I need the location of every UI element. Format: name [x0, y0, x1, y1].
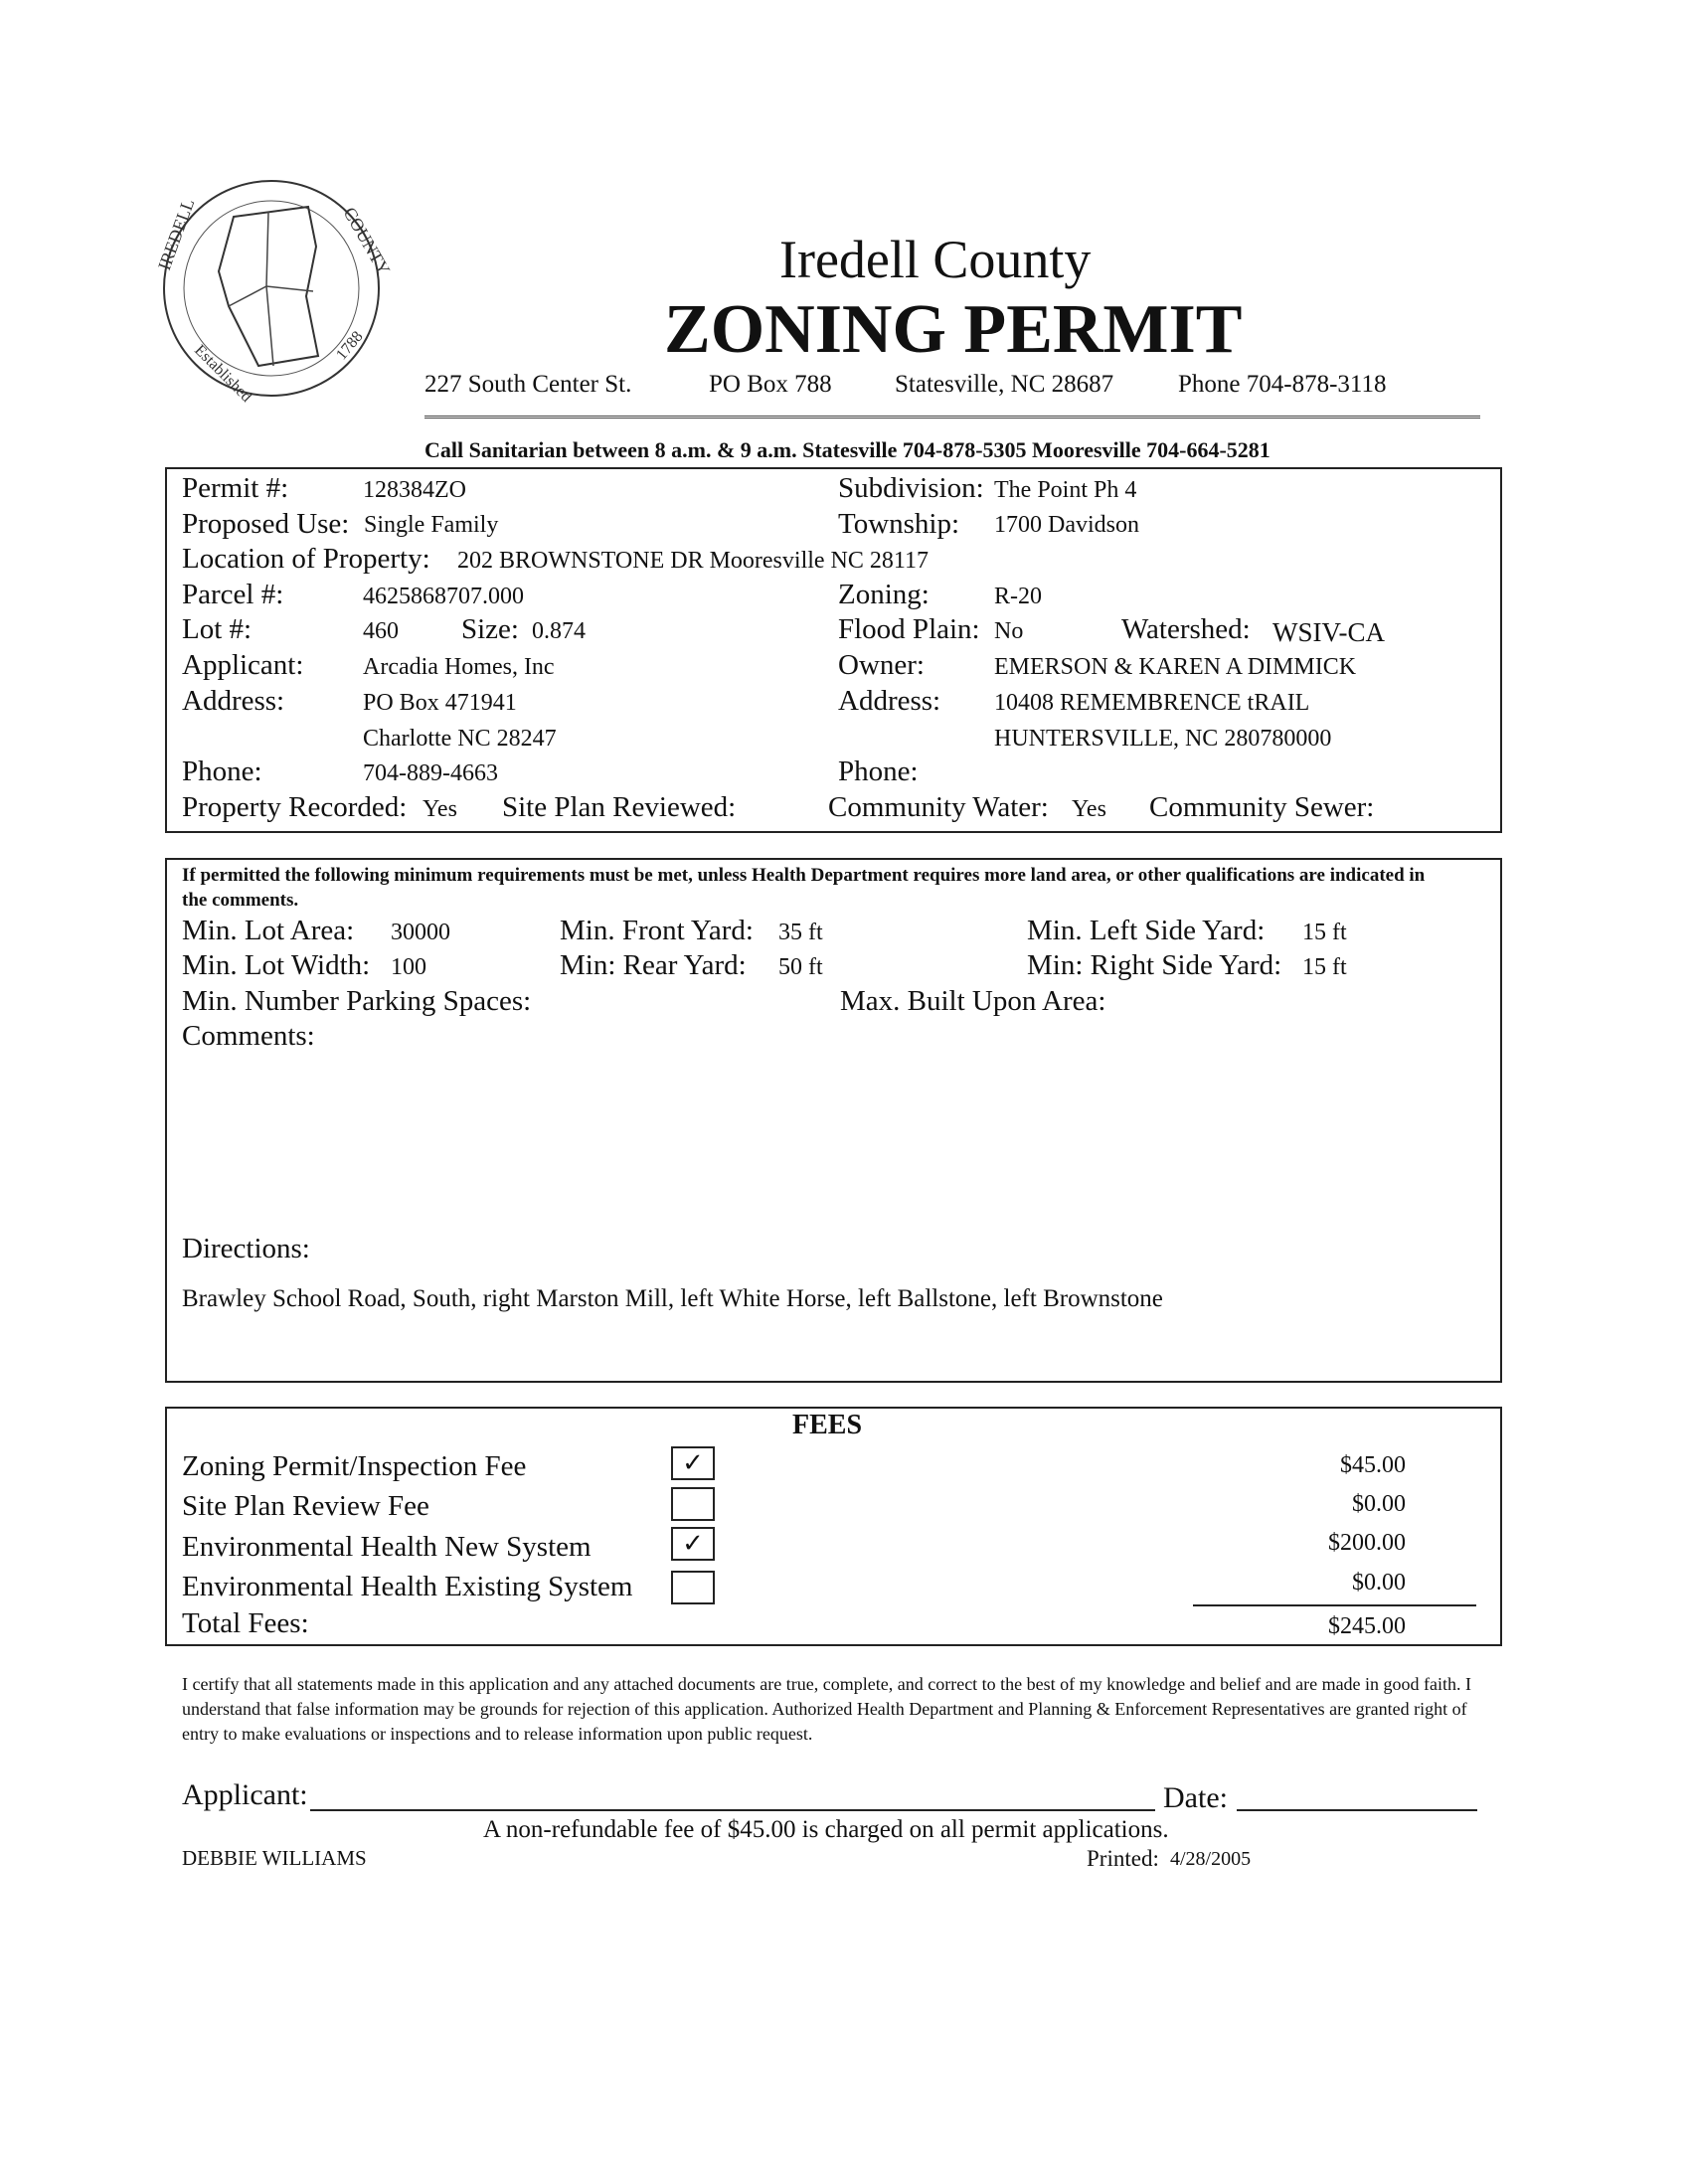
proposed-use-value: Single Family	[364, 512, 499, 538]
sanitarian-note: Call Sanitarian between 8 a.m. & 9 a.m. Statesville 704-878-5305 Mooresville 704-664-5281	[424, 437, 1270, 462]
site-plan-reviewed-label: Site Plan Reviewed:	[502, 791, 737, 823]
page-title: ZONING PERMIT	[664, 291, 1243, 368]
printed-date: 4/28/2005	[1170, 1848, 1252, 1870]
fee-amount: $0.00	[1352, 1570, 1406, 1596]
fee-amount: $45.00	[1340, 1452, 1406, 1478]
fee-checkbox[interactable]	[671, 1487, 715, 1521]
township-value: 1700 Davidson	[994, 512, 1139, 538]
total-fees-label: Total Fees:	[182, 1607, 309, 1639]
min-rear-yard-value: 50 ft	[778, 954, 823, 980]
parcel-value: 4625868707.000	[363, 584, 524, 609]
min-parking-label: Min. Number Parking Spaces:	[182, 985, 532, 1017]
min-right-side-yard-label: Min: Right Side Yard:	[1027, 949, 1282, 981]
min-front-yard-value: 35 ft	[778, 920, 823, 945]
size-label: Size:	[461, 613, 519, 645]
property-recorded-value: Yes	[423, 796, 457, 822]
min-front-yard-label: Min. Front Yard:	[560, 915, 754, 946]
fees-box	[165, 1407, 1502, 1646]
applicant-label: Applicant:	[182, 649, 304, 681]
county-name: Iredell County	[779, 230, 1092, 289]
staff-name: DEBBIE WILLIAMS	[182, 1846, 367, 1870]
location-label: Location of Property:	[182, 543, 430, 575]
owner-address-label: Address:	[838, 685, 941, 717]
office-address: 227 South Center St.	[424, 371, 632, 398]
office-phone: Phone 704-878-3118	[1178, 371, 1387, 398]
min-lot-width-value: 100	[391, 954, 426, 980]
zoning-value: R-20	[994, 584, 1042, 609]
subdivision-label: Subdivision:	[838, 472, 984, 504]
owner-value: EMERSON & KAREN A DIMMICK	[994, 654, 1357, 680]
min-lot-width-label: Min. Lot Width:	[182, 949, 371, 981]
permit-label: Permit #:	[182, 472, 289, 504]
fee-label: Site Plan Review Fee	[182, 1490, 429, 1522]
min-rear-yard-label: Min: Rear Yard:	[560, 949, 747, 981]
fee-checkbox[interactable]: ✓	[671, 1527, 715, 1561]
fee-checkbox[interactable]: ✓	[671, 1446, 715, 1480]
fee-checkbox[interactable]	[671, 1571, 715, 1604]
fee-label: Environmental Health Existing System	[182, 1571, 633, 1602]
property-recorded-label: Property Recorded:	[182, 791, 408, 823]
watershed-label: Watershed:	[1121, 613, 1251, 645]
community-sewer-label: Community Sewer:	[1149, 791, 1375, 823]
min-lot-area-value: 30000	[391, 920, 450, 945]
flood-plain-label: Flood Plain:	[838, 613, 980, 645]
date-label: Date:	[1163, 1781, 1228, 1814]
svg-text:1788: 1788	[333, 328, 367, 364]
applicant-phone-label: Phone:	[182, 756, 262, 787]
applicant-address-line2: Charlotte NC 28247	[363, 726, 557, 752]
svg-text:COUNTY: COUNTY	[339, 204, 395, 278]
owner-address-line2: HUNTERSVILLE, NC 280780000	[994, 726, 1332, 752]
applicant-signature-label: Applicant:	[182, 1778, 308, 1811]
svg-text:Established: Established	[191, 341, 255, 406]
comments-label: Comments:	[182, 1020, 315, 1052]
certification-text: I certify that all statements made in this application and any attached documents are true, complete, and correct to the best of my knowledge and belief and are made in good faith. I understand that false information may be grounds for rejection of this application. Authorized Health Department and Planning & Enforcement Representatives are granted right of entry to make evaluations or inspections and to release information upon public request.	[182, 1674, 1472, 1744]
total-fees-amount: $245.00	[1328, 1613, 1406, 1639]
min-right-side-yard-value: 15 ft	[1302, 954, 1347, 980]
requirements-intro: If permitted the following minimum requirements must be met, unless Health Department requires more land area, or other qualifications are indicated in the comments.	[182, 865, 1426, 911]
zoning-label: Zoning:	[838, 579, 930, 610]
min-left-side-yard-label: Min. Left Side Yard:	[1027, 915, 1266, 946]
watershed-value: WSIV-CA	[1272, 617, 1386, 647]
applicant-address-line1: PO Box 471941	[363, 690, 517, 716]
county-seal	[149, 177, 398, 412]
proposed-use-label: Proposed Use:	[182, 508, 350, 540]
owner-address-line1: 10408 REMEMBRENCE tRAIL	[994, 690, 1310, 716]
office-city: Statesville, NC 28687	[895, 371, 1114, 398]
fee-amount: $0.00	[1352, 1491, 1406, 1517]
nonrefundable-note: A non-refundable fee of $45.00 is charged on all permit applications.	[483, 1816, 1169, 1843]
fee-label: Zoning Permit/Inspection Fee	[182, 1450, 527, 1482]
fees-title: FEES	[792, 1410, 863, 1440]
permit-number: 128384ZO	[363, 477, 466, 503]
printed-label: Printed:	[1087, 1846, 1159, 1871]
min-lot-area-label: Min. Lot Area:	[182, 915, 355, 946]
location-value: 202 BROWNSTONE DR Mooresville NC 28117	[457, 548, 929, 574]
owner-phone-label: Phone:	[838, 756, 919, 787]
fee-label: Environmental Health New System	[182, 1531, 592, 1563]
directions-label: Directions:	[182, 1233, 310, 1264]
community-water-label: Community Water:	[828, 791, 1049, 823]
parcel-label: Parcel #:	[182, 579, 284, 610]
fee-amount: $200.00	[1328, 1530, 1406, 1556]
date-line[interactable]	[1237, 1809, 1477, 1811]
township-label: Township:	[838, 508, 960, 540]
directions-value: Brawley School Road, South, right Marston Mill, left White Horse, left Ballstone, left Brownstone	[182, 1285, 1163, 1312]
lot-label: Lot #:	[182, 613, 253, 645]
size-value: 0.874	[532, 618, 586, 644]
max-built-upon-label: Max. Built Upon Area:	[840, 985, 1106, 1017]
office-po-box: PO Box 788	[709, 371, 832, 398]
svg-text:IREDELL: IREDELL	[153, 196, 199, 273]
subdivision-value: The Point Ph 4	[994, 477, 1137, 503]
total-rule	[1193, 1604, 1476, 1606]
applicant-address-label: Address:	[182, 685, 285, 717]
applicant-phone-value: 704-889-4663	[363, 760, 498, 786]
flood-plain-value: No	[994, 618, 1024, 644]
applicant-signature-line[interactable]	[310, 1809, 1155, 1811]
owner-label: Owner:	[838, 649, 925, 681]
min-left-side-yard-value: 15 ft	[1302, 920, 1347, 945]
community-water-value: Yes	[1072, 796, 1106, 822]
applicant-value: Arcadia Homes, Inc	[363, 654, 555, 680]
lot-value: 460	[363, 618, 399, 644]
header-rule	[424, 416, 1480, 419]
